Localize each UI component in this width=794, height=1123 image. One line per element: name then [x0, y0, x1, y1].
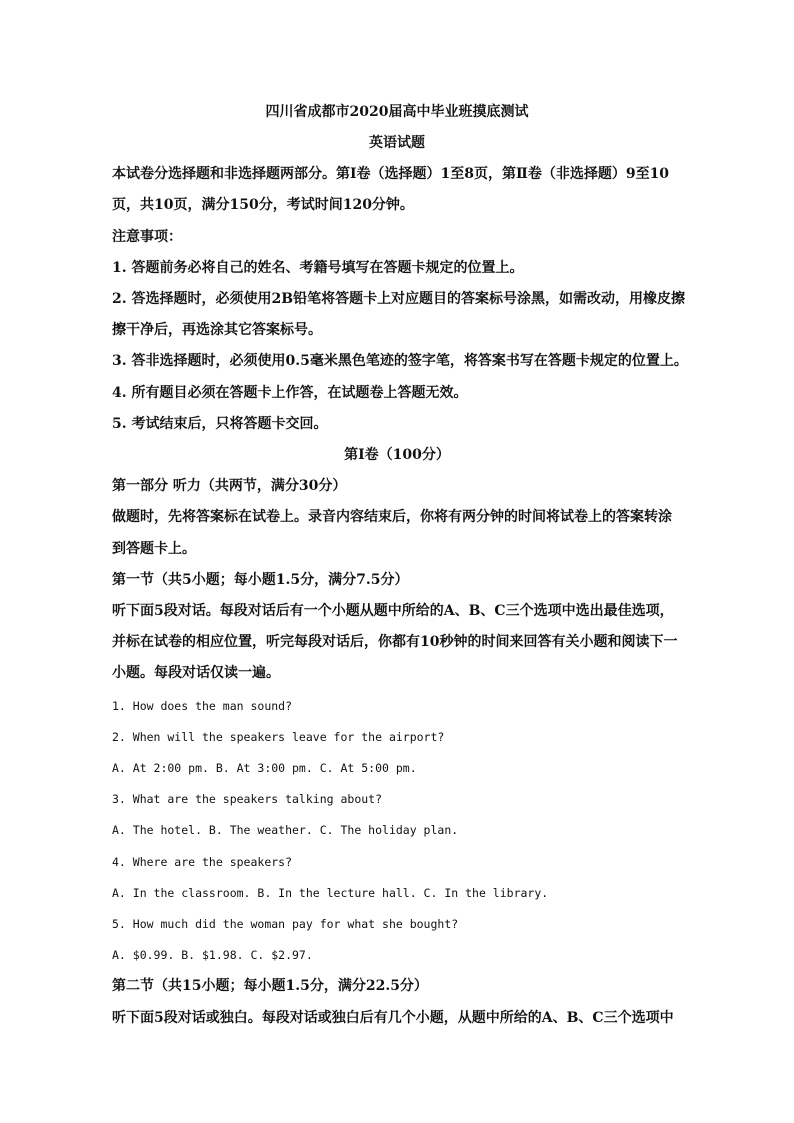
question-2-options: A. At 2:00 pm. B. At 3:00 pm. C. At 5:00 pm.	[112, 761, 417, 775]
notes-heading: 注意事项：	[112, 229, 182, 245]
part1-instruction-2: 到答题卡上。	[112, 541, 196, 557]
section1-instruction-1: 听下面5段对话。每段对话后有一个小题从题中所给的A、B、C三个选项中选出最佳选项，	[112, 603, 674, 619]
section1-instruction-2: 并标在试卷的相应位置，听完每段对话后，你都有10秒钟的时间来回答有关小题和阅读下一	[112, 634, 678, 650]
question-3: 3. What are the speakers talking about?	[112, 792, 383, 806]
question-2: 2. When will the speakers leave for the airport?	[112, 730, 445, 744]
note-item-2: 2. 答选择题时，必须使用2B铅笔将答题卡上对应题目的答案标号涂黑，如需改动，用橡皮擦	[112, 291, 686, 307]
note-item-4: 4. 所有题目必须在答题卡上作答，在试题卷上答题无效。	[112, 385, 468, 401]
note-item-3: 3. 答非选择题时，必须使用0.5毫米黑色笔迹的签字笔，将答案书写在答题卡规定的位置上。	[112, 353, 688, 369]
volume-heading: 第Ⅰ卷（100分）	[344, 447, 450, 463]
question-3-options: A. The hotel. B. The weather. C. The holiday plan.	[112, 823, 459, 837]
section1-instruction-3: 小题。每段对话仅读一遍。	[112, 665, 280, 681]
question-1: 1. How does the man sound?	[112, 699, 293, 713]
exam-subtitle: 英语试题	[369, 135, 425, 151]
note-item-1: 1. 答题前务必将自己的姓名、考籍号填写在答题卡规定的位置上。	[112, 260, 524, 276]
question-4: 4. Where are the speakers?	[112, 855, 293, 869]
note-item-5: 5. 考试结束后，只将答题卡交回。	[112, 416, 328, 432]
intro-line-2: 页，共10页，满分150分，考试时间120分钟。	[112, 197, 414, 213]
question-4-options: A. In the classroom. B. In the lecture hall. C. In the library.	[112, 886, 549, 900]
section2-instruction-1: 听下面5段对话或独白。每段对话或独白后有几个小题，从题中所给的A、B、C三个选项中	[112, 1010, 674, 1026]
question-5: 5. How much did the woman pay for what she bought?	[112, 917, 459, 931]
exam-title: 四川省成都市2020届高中毕业班摸底测试	[265, 104, 529, 120]
section1-heading: 第一节（共5小题；每小题1.5分，满分7.5分）	[112, 572, 409, 588]
section2-heading: 第二节（共15小题；每小题1.5分，满分22.5分）	[112, 978, 428, 994]
intro-line-1: 本试卷分选择题和非选择题两部分。第Ⅰ卷（选择题）1至8页，第Ⅱ卷（非选择题）9至10	[112, 166, 670, 182]
question-5-options: A. $0.99. B. $1.98. C. $2.97.	[112, 948, 313, 962]
part1-instruction-1: 做题时，先将答案标在试卷上。录音内容结束后，你将有两分钟的时间将试卷上的答案转涂	[112, 509, 672, 525]
part1-heading: 第一部分 听力（共两节，满分30分）	[112, 478, 347, 494]
note-item-2-cont: 擦干净后，再选涂其它答案标号。	[112, 322, 322, 338]
